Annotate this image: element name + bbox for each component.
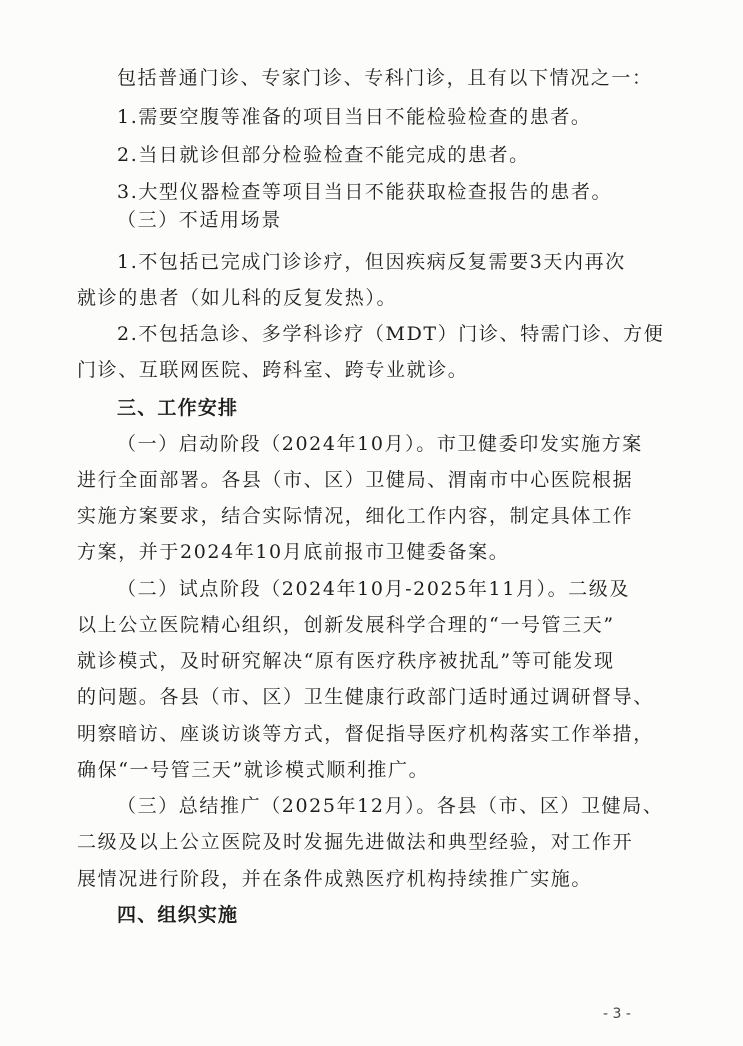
text-line: 1.需要空腹等准备的项目当日不能检验检查的患者。: [117, 106, 592, 128]
text-line: 就诊模式，及时研究解决“原有医疗秩序被扰乱”等可能发现: [77, 650, 615, 672]
text-line: 包括普通门诊、专家门诊、专科门诊，且有以下情况之一：: [117, 67, 653, 89]
text-line: 明察暗访、座谈访谈等方式，督促指导医疗机构落实工作举措，: [77, 723, 654, 745]
section-heading: 三、工作安排: [117, 397, 239, 419]
text-line: 二级及以上公立医院及时发掘先进做法和典型经验，对工作开: [77, 831, 634, 853]
text-line: 3.大型仪器检查等项目当日不能获取检查报告的患者。: [117, 181, 613, 203]
text-line: 就诊的患者（如儿科的反复发热）。: [77, 287, 398, 309]
text-line: 门诊、互联网医院、跨科室、跨专业就诊。: [77, 359, 469, 381]
section-subheading: （三）不适用场景: [117, 209, 282, 231]
text-line: （三）总结推广（2025年12月）。各县（市、区）卫健局、: [117, 795, 664, 817]
text-line: 进行全面部署。各县（市、区）卫健局、渭南市中心医院根据: [77, 469, 634, 491]
text-line: 2.当日就诊但部分检验检查不能完成的患者。: [117, 144, 530, 166]
text-line: 1.不包括已完成门诊诊疗，但因疾病反复需要3天内再次: [117, 251, 626, 273]
section-heading: 四、组织实施: [117, 904, 239, 926]
text-line: （一）启动阶段（2024年10月）。市卫健委印发实施方案: [117, 433, 643, 455]
text-line: （二）试点阶段（2024年10月-2025年11月）。二级及: [117, 578, 630, 600]
text-line: 2.不包括急诊、多学科诊疗（MDT）门诊、特需门诊、方便: [117, 323, 665, 345]
text-line: 的问题。各县（市、区）卫生健康行政部门适时通过调研督导、: [77, 686, 654, 708]
text-line: 以上公立医院精心组织，创新发展科学合理的“一号管三天”: [77, 614, 615, 636]
text-line: 展情况进行阶段，并在条件成熟医疗机构持续推广实施。: [77, 868, 593, 890]
text-line: 方案，并于2024年10月底前报市卫健委备案。: [77, 541, 510, 563]
text-line: 确保“一号管三天”就诊模式顺利推广。: [77, 759, 430, 781]
text-line: 实施方案要求，结合实际情况，细化工作内容，制定具体工作: [77, 505, 634, 527]
page-number: - 3 -: [603, 1006, 631, 1022]
